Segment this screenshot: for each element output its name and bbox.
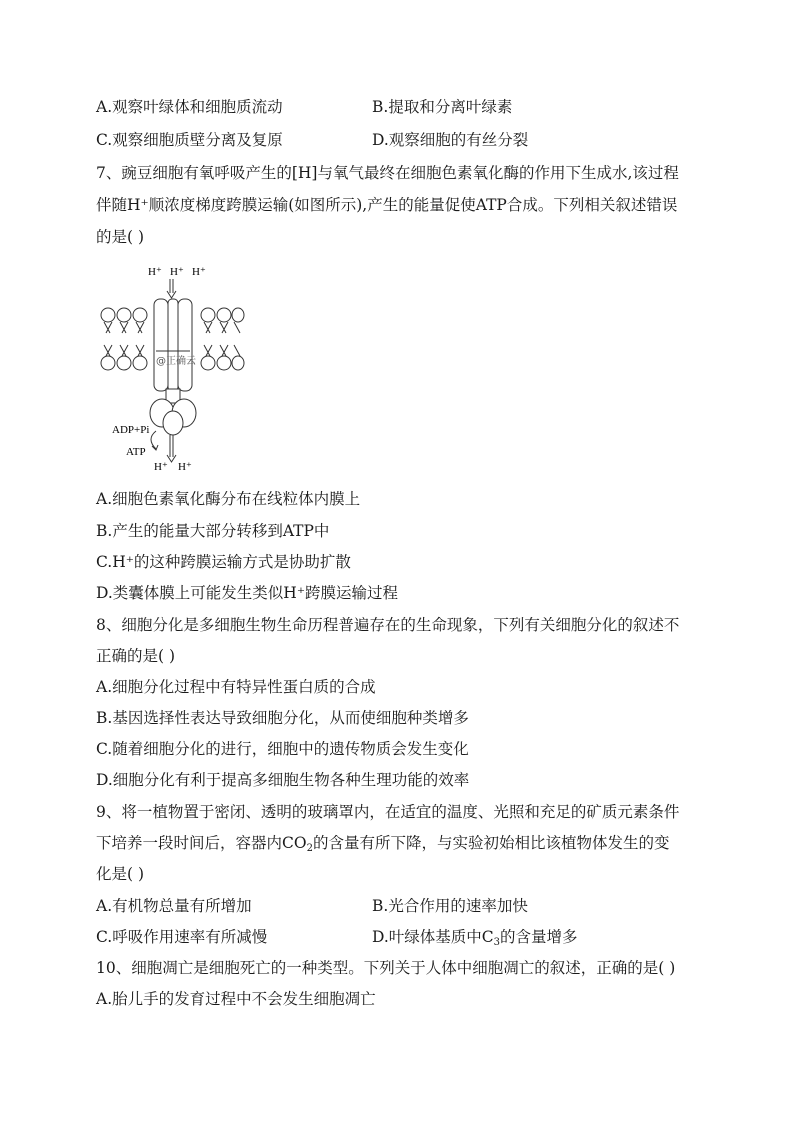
q8-option-b[interactable]: B.基因选择性表达导致细胞分化，从而使细胞种类增多	[96, 709, 469, 727]
bottom-arrow-icon	[167, 435, 176, 462]
q7-option-b[interactable]: B.产生的能量大部分转移到ATP中	[96, 522, 330, 540]
top-arrow-icon	[167, 279, 176, 298]
q6-option-d[interactable]: D.观察细胞的有丝分裂	[372, 131, 529, 149]
q8-option-a[interactable]: A.细胞分化过程中有特异性蛋白质的合成	[96, 678, 376, 696]
q8-option-c[interactable]: C.随着细胞分化的进行，细胞中的遗传物质会发生变化	[96, 740, 469, 758]
q9-stem-line-2	[96, 832, 698, 854]
atp-label: ATP	[126, 446, 146, 458]
top-h-label-3: H⁺	[192, 266, 206, 278]
q7-option-c[interactable]: C.H⁺的这种跨膜运输方式是协助扩散	[96, 553, 351, 571]
bottom-h-label-1: H⁺	[154, 461, 168, 473]
q9-stem-line-2a: 下培养一段时间后，容器内CO	[96, 834, 307, 852]
watermark-text: @正确云	[156, 356, 196, 367]
q9-option-b[interactable]: B.光合作用的速率加快	[372, 897, 528, 915]
q7-stem-line-3: 的是( )	[96, 228, 145, 246]
adp-pi-label: ADP+Pi	[112, 424, 150, 436]
q7-stem-line-2: 伴随H⁺顺浓度梯度跨膜运输(如图所示),产生的能量促使ATP合成。下列相关叙述错误	[96, 196, 678, 214]
q10-option-a[interactable]: A.胎儿手的发育过程中不会发生细胞凋亡	[96, 990, 376, 1008]
q6-option-c[interactable]: C.观察细胞质壁分离及复原	[96, 131, 283, 149]
q9-stem-line-2b: 的含量有所下降，与实验初始相比该植物体发生的变	[312, 834, 670, 852]
q9-co2-subscript: 2	[306, 843, 313, 854]
q7-option-d[interactable]: D.类囊体膜上可能发生类似H⁺跨膜运输过程	[96, 584, 399, 602]
q9-option-d-b: 的含量增多	[500, 928, 578, 946]
q6-option-a[interactable]: A.观察叶绿体和细胞质流动	[96, 98, 283, 116]
bottom-h-label-2: H⁺	[178, 461, 192, 473]
q9-stem-line-3: 化是( )	[96, 865, 145, 883]
q6-option-b[interactable]: B.提取和分离叶绿素	[372, 98, 513, 116]
atp-synthase-protein	[150, 299, 196, 435]
top-h-label-1: H⁺	[148, 266, 162, 278]
q7-atp-synthase-figure	[96, 263, 246, 478]
q9-options-row-1	[96, 895, 698, 917]
q9-options-row-2	[96, 926, 698, 948]
q9-option-d-a: D.叶绿体基质中C	[372, 928, 494, 946]
q9-option-a[interactable]: A.有机物总量有所增加	[96, 897, 252, 915]
top-h-label-2: H⁺	[170, 266, 184, 278]
q6-options-row-2	[96, 129, 698, 151]
q9-c3-subscript: 3	[493, 937, 501, 948]
q8-stem-line-1: 8、细胞分化是多细胞生物生命历程普遍存在的生命现象，下列有关细胞分化的叙述不	[96, 616, 680, 634]
q8-option-d[interactable]: D.细胞分化有利于提高多细胞生物各种生理功能的效率	[96, 771, 470, 789]
q9-stem-line-1: 9、将一植物置于密闭、透明的玻璃罩内，在适宜的温度、光照和充足的矿质元素条件	[96, 803, 680, 821]
q9-option-d[interactable]	[372, 926, 578, 948]
q8-stem-line-2: 正确的是( )	[96, 647, 176, 665]
q6-options-row-1	[96, 96, 698, 118]
q9-option-c[interactable]: C.呼吸作用速率有所减慢	[96, 928, 268, 946]
q10-stem-line-1: 10、细胞凋亡是细胞死亡的一种类型。下列关于人体中细胞凋亡的叙述，正确的是( )	[96, 959, 676, 977]
q7-option-a[interactable]: A.细胞色素氧化酶分布在线粒体内膜上	[96, 490, 361, 508]
q7-stem-line-1: 7、豌豆细胞有氧呼吸产生的[H]与氧气最终在细胞色素氧化酶的作用下生成水,该过程	[96, 164, 679, 182]
